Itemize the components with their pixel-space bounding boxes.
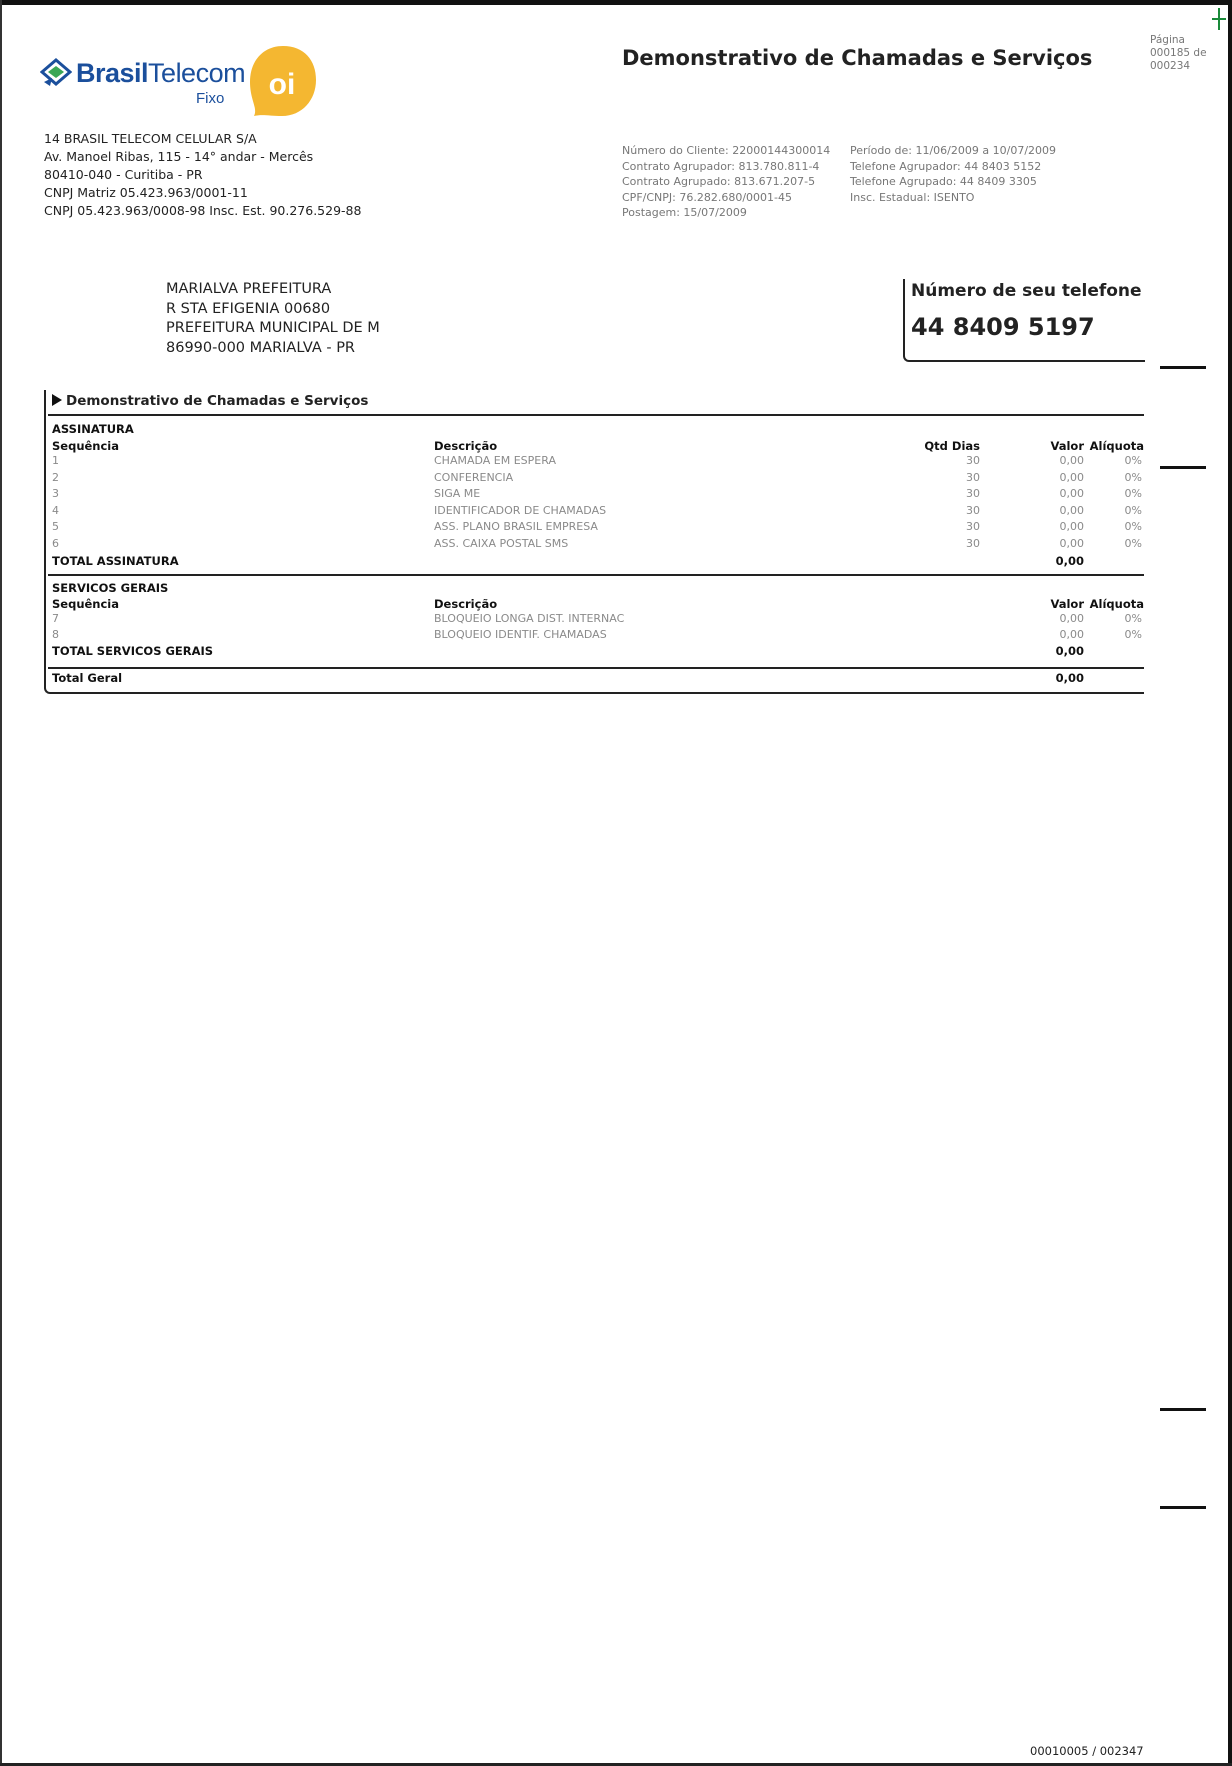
cell-valor: 0,00 [1059,487,1084,500]
table-row [44,520,1144,536]
cell-valor: 0,00 [1059,454,1084,467]
cell-seq: 4 [52,504,59,517]
cell-seq: 7 [52,612,59,625]
statement-section [44,390,1144,694]
cell-qtd: 30 [966,520,980,533]
address-line: MARIALVA PREFEITURA [166,281,332,297]
document-title: Demonstrativo de Chamadas e Serviços [622,46,1093,70]
cell-seq: 8 [52,628,59,641]
brand-subtitle: Fixo [196,90,225,107]
meta-line: Postagem: 15/07/2009 [622,206,747,219]
phone-label: Número de seu telefone [911,281,1142,301]
meta-line: Número do Cliente: 22000144300014 [622,144,831,157]
header-valor: Valor [1050,597,1084,611]
meta-line: Insc. Estadual: ISENTO [850,190,975,204]
page-border-left [0,0,2,1766]
crop-mark-icon [1212,8,1226,30]
cell-aliquota: 0% [1124,471,1142,484]
group-divider [48,667,1144,669]
company-line: Av. Manoel Ribas, 115 - 14° andar - Mercês [44,149,314,164]
cell-aliquota: 0% [1124,628,1142,641]
cell-seq: 6 [52,537,59,550]
meta-line: Contrato Agrupador: 813.780.811-4 [622,159,820,173]
company-line: CNPJ 05.423.963/0008-98 Insc. Est. 90.276.529-88 [44,203,362,218]
oi-logo-icon [248,44,318,118]
section-rule [48,414,1144,416]
page-border-top [0,0,1232,5]
section-title [52,393,368,409]
cell-desc: SIGA ME [434,487,481,500]
table-row [44,454,1144,470]
margin-tick [1160,366,1206,369]
cell-aliquota: 0% [1124,487,1142,500]
margin-tick [1160,1408,1206,1411]
cell-desc: CHAMADA EM ESPERA [434,454,556,467]
triangle-right-icon [52,394,62,406]
table-row [44,504,1144,520]
section-title-text: Demonstrativo de Chamadas e Serviços [66,393,369,409]
cell-aliquota: 0% [1124,537,1142,550]
footer-code: 00010005 / 002347 [1030,1744,1144,1758]
cell-valor: 0,00 [1059,628,1084,641]
cell-valor: 0,00 [1059,537,1084,550]
cell-desc: ASS. CAIXA POSTAL SMS [434,537,569,550]
group-title-assinatura: ASSINATURA [52,422,134,436]
table-row [44,537,1144,553]
brasil-telecom-mark-icon [40,58,72,88]
cell-seq: 2 [52,471,59,484]
cell-valor: 0,00 [1059,471,1084,484]
cell-qtd: 30 [966,454,980,467]
cell-desc: IDENTIFICADOR DE CHAMADAS [434,504,607,517]
cell-aliquota: 0% [1124,454,1142,467]
grand-total-label: Total Geral [52,671,123,685]
company-info [44,130,361,220]
account-meta-right [850,143,1056,205]
cell-qtd: 30 [966,487,980,500]
company-line: 80410-040 - Curitiba - PR [44,167,203,182]
cell-seq: 5 [52,520,59,533]
header-desc: Descrição [434,439,498,453]
header-desc: Descrição [434,597,498,611]
grand-total-value: 0,00 [1055,671,1084,685]
cell-desc: ASS. PLANO BRASIL EMPRESA [434,520,598,533]
meta-line: CPF/CNPJ: 76.282.680/0001-45 [622,190,792,204]
page-number: 000185 de [1150,47,1207,59]
table-row [44,628,1144,644]
recipient-address [166,280,380,358]
cell-aliquota: 0% [1124,504,1142,517]
meta-line: Telefone Agrupador: 44 8403 5152 [850,159,1042,173]
address-line: PREFEITURA MUNICIPAL DE M [166,320,380,336]
header-qtd: Qtd Dias [924,439,980,453]
company-line: CNPJ Matriz 05.423.963/0001-11 [44,185,248,200]
cell-desc: BLOQUEIO LONGA DIST. INTERNAC [434,612,625,625]
address-line: 86990-000 MARIALVA - PR [166,339,356,356]
total-assinatura-value: 0,00 [1055,554,1084,568]
page-border-right [1228,0,1232,1766]
total-servicos-label: TOTAL SERVICOS GERAIS [52,644,214,658]
header-aliquota: Alíquota [1089,439,1144,453]
brand-name: BrasilTelecom [76,58,246,88]
cell-seq: 3 [52,487,59,500]
meta-line: Período de: 11/06/2009 a 10/07/2009 [850,144,1057,157]
table-row [44,471,1144,487]
meta-line: Contrato Agrupado: 813.671.207-5 [622,175,816,188]
cell-qtd: 30 [966,504,980,517]
cell-valor: 0,00 [1059,520,1084,533]
brasil-telecom-logo [40,44,330,120]
group-title-servicos: SERVICOS GERAIS [52,581,169,595]
cell-aliquota: 0% [1124,612,1142,625]
page-label: Página [1150,34,1185,46]
total-servicos-value: 0,00 [1055,644,1084,658]
group-divider [48,574,1144,576]
cell-seq: 1 [52,454,59,467]
phone-number: 44 8409 5197 [911,313,1095,341]
account-meta-left [622,143,830,221]
header-valor: Valor [1050,439,1084,453]
company-line: 14 BRASIL TELECOM CELULAR S/A [44,131,257,146]
cell-valor: 0,00 [1059,612,1084,625]
table-row [44,612,1144,628]
address-line: R STA EFIGENIA 00680 [166,300,331,317]
cell-valor: 0,00 [1059,504,1084,517]
header-seq: Sequência [52,597,120,611]
cell-qtd: 30 [966,537,980,550]
header-aliquota: Alíquota [1089,597,1144,611]
phone-number-box [903,279,1145,362]
table-row [44,487,1144,503]
cell-aliquota: 0% [1124,520,1142,533]
meta-line: Telefone Agrupado: 44 8409 3305 [850,175,1037,188]
page-info [1150,34,1207,73]
oi-logo-text: oi [268,68,296,101]
cell-desc: BLOQUEIO IDENTIF. CHAMADAS [434,628,607,641]
total-assinatura-label: TOTAL ASSINATURA [52,554,179,568]
margin-tick [1160,1506,1206,1509]
margin-tick [1160,466,1206,469]
cell-desc: CONFERENCIA [434,471,514,484]
header-seq: Sequência [52,439,120,453]
page-total: 000234 [1150,60,1191,72]
cell-qtd: 30 [966,471,980,484]
